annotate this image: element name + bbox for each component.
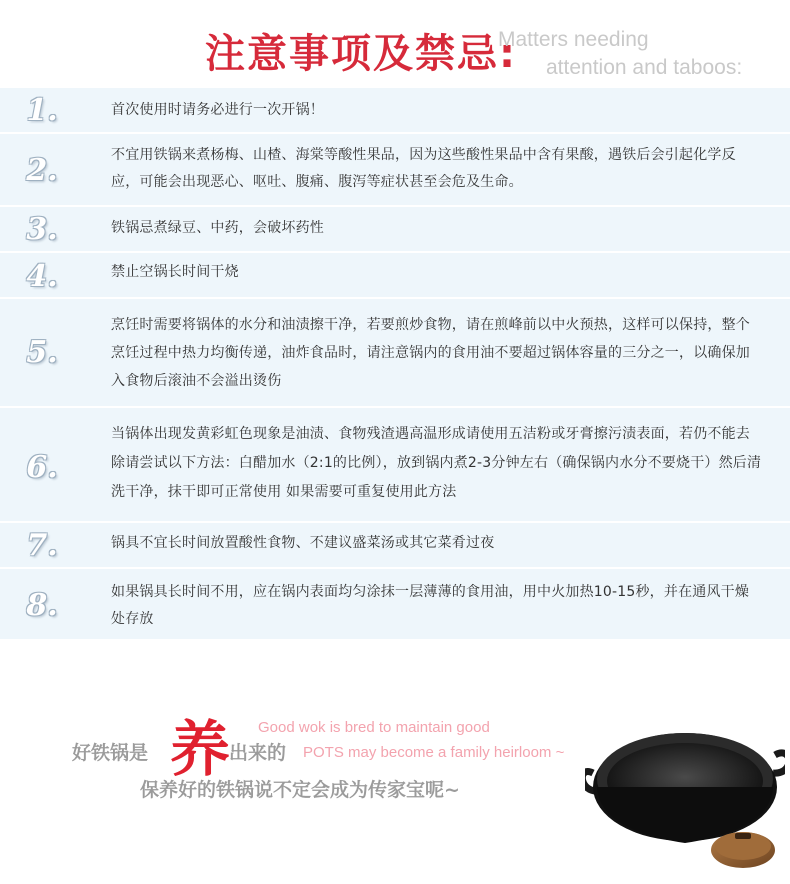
- slogan-english-line1: Good wok is bred to maintain good: [258, 719, 490, 736]
- item-text: 锅具不宜长时间放置酸性食物、不建议盛菜汤或其它菜肴过夜: [111, 535, 495, 551]
- precautions-list: [0, 88, 790, 641]
- slogan-line2: 保养好的铁锅说不定会成为传家宝呢~: [140, 779, 460, 801]
- list-item: [0, 523, 790, 569]
- slogan-english-line2: POTS may become a family heirloom ~: [303, 744, 565, 761]
- item-text: 烹饪时需要将锅体的水分和油渍擦干净，若要煎炒食物，请在煎峰前以中火预热，这样可以保持，整个烹饪过程中热力均衡传递，油炸食品时，请注意锅内的食用油不要超过锅体容量的三分之一，以确保加入食物后滚油不会溢出烫伤: [111, 317, 750, 389]
- cast-iron-pan-image: [585, 715, 785, 884]
- list-item: [0, 408, 790, 523]
- slogan-part1: 好铁锅是: [72, 742, 149, 764]
- item-number: 5.: [26, 335, 58, 370]
- item-number: 3.: [26, 212, 58, 247]
- item-text: 当锅体出现发黄彩虹色现象是油渍、食物残渣遇高温形成请使用五洁粉或牙膏擦污渍表面，若仍不能去除请尝试以下方法：白醋加水（2:1的比例），放到锅内煮2-3分钟左右（确保锅内水分不要烧干）然后清洗干净，抹干即可正常使用 如果需要可重复使用此方法: [111, 426, 762, 500]
- list-item: [0, 299, 790, 408]
- pan-illustration: [585, 715, 785, 880]
- item-text: 铁锅忌煮绿豆、中药，会破坏药性: [111, 220, 324, 236]
- item-number: 4.: [26, 259, 58, 294]
- page-title: 注意事项及禁忌:: [205, 31, 517, 77]
- list-item: [0, 569, 790, 641]
- list-item: [0, 88, 790, 134]
- item-text: 不宜用铁锅来煮杨梅、山楂、海棠等酸性果品，因为这些酸性果品中含有果酸，遇铁后会引起化学反应，可能会出现恶心、呕吐、腹痛、腹泻等症状甚至会危及生命。: [111, 147, 736, 190]
- item-number: 6.: [26, 450, 58, 485]
- item-number: 2.: [26, 153, 58, 188]
- item-text: 如果锅具长时间不用，应在锅内表面均匀涂抹一层薄薄的食用油，用中火加热10-15秒，并在通风干燥处存放: [111, 584, 750, 627]
- item-text: 禁止空锅长时间干烧: [111, 264, 239, 280]
- slogan-part2: 出来的: [229, 742, 287, 764]
- item-number: 1.: [26, 93, 58, 128]
- item-number: 7.: [26, 528, 58, 563]
- item-text: 首次使用时请务必进行一次开锅！: [111, 102, 324, 118]
- item-number: 8.: [26, 588, 58, 623]
- page-subtitle-line2: attention and taboos:: [546, 56, 743, 79]
- slogan-highlight: 养: [170, 715, 230, 785]
- list-item: [0, 134, 790, 207]
- list-item: [0, 207, 790, 253]
- list-item: [0, 253, 790, 299]
- page-subtitle-line1: Matters needing: [498, 28, 649, 51]
